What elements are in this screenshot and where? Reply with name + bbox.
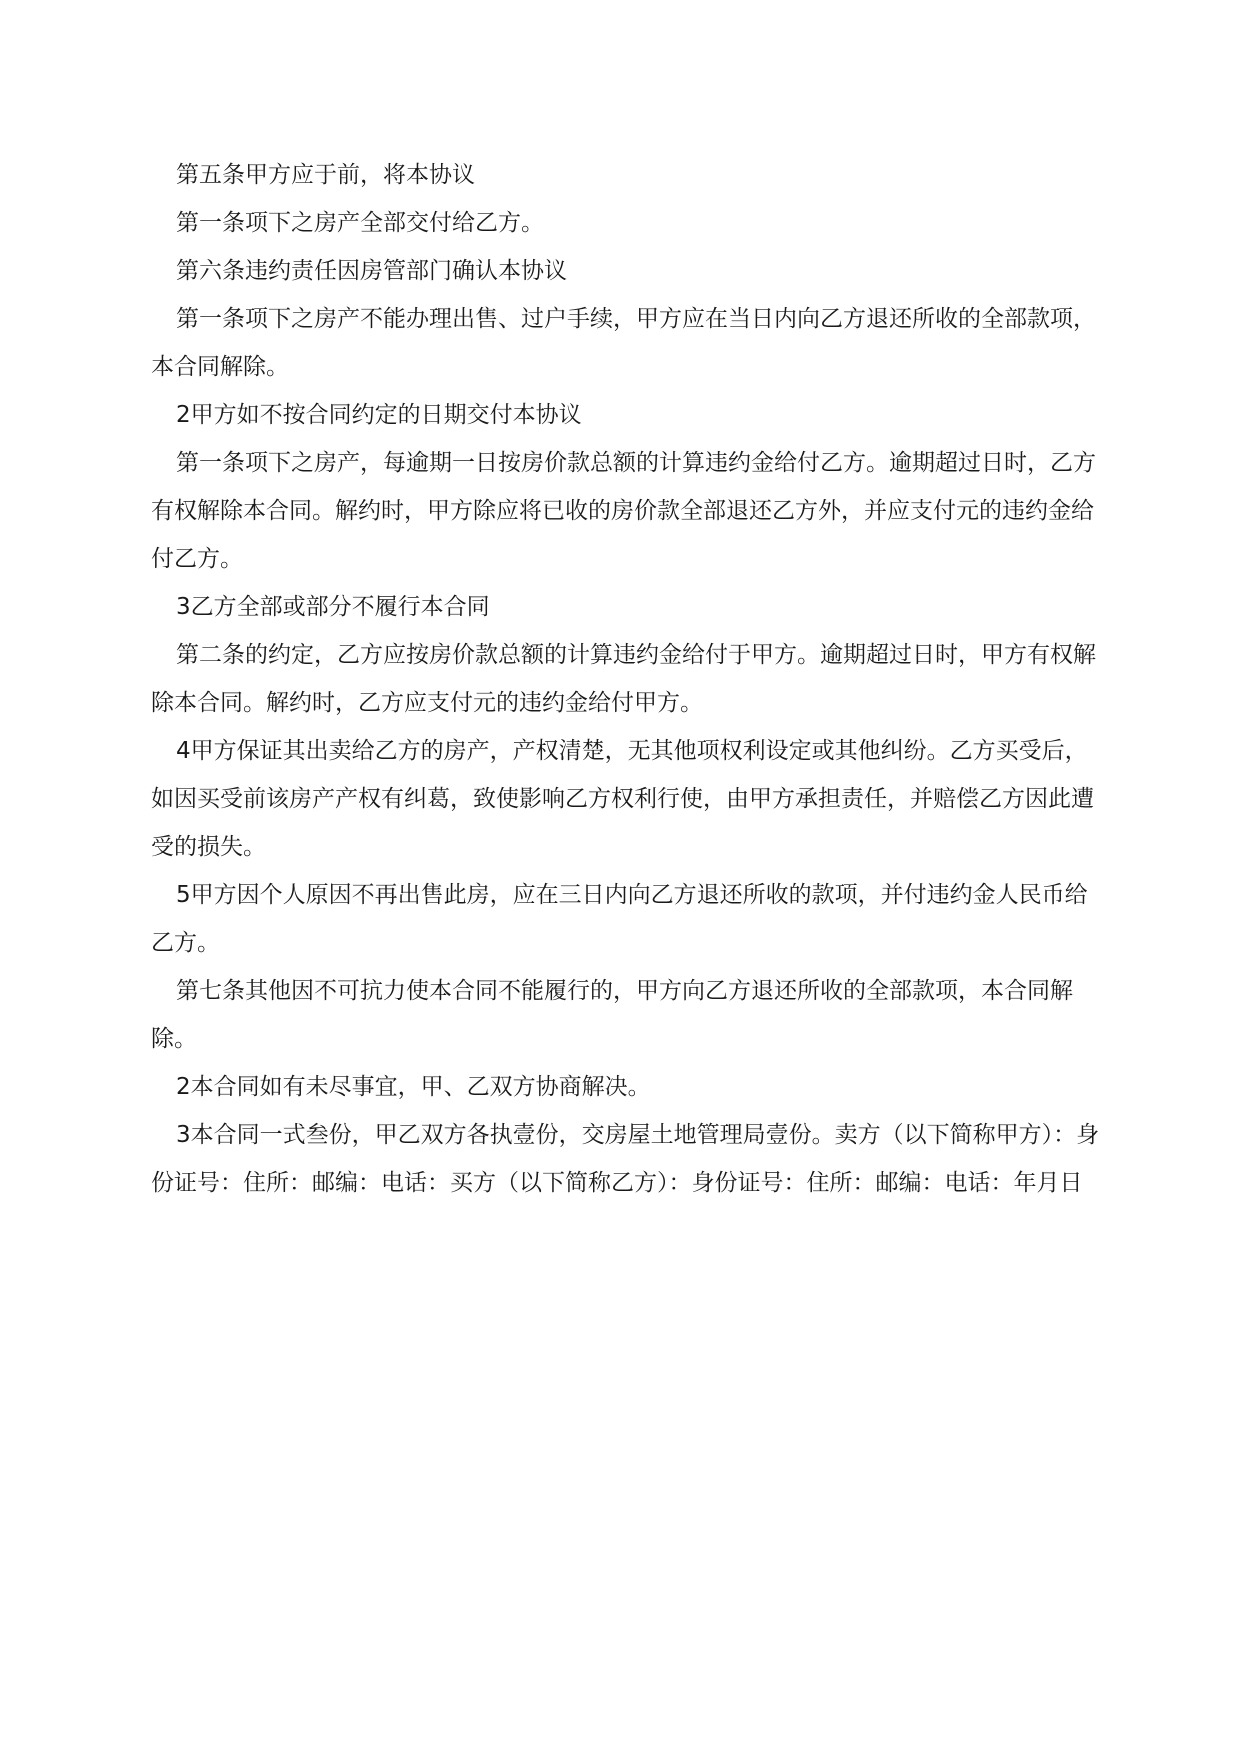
paragraph-article6-clause2: 第一条项下之房产，每逾期一日按房价款总额的计算违约金给付乙方。逾期超过日时，乙方有权解除本合同。解约时，甲方除应将已收的房价款全部退还乙方外，并应支付元的违约金给付乙方。 xyxy=(151,450,1096,572)
paragraph-article7: 第七条其他因不可抗力使本合同不能履行的，甲方向乙方退还所收的全部款项，本合同解除。 xyxy=(151,978,1073,1052)
paragraph-article6-clause2-heading: 2甲方如不按合同约定的日期交付本协议 xyxy=(176,402,582,428)
paragraph-article6-clause1: 第一条项下之房产不能办理出售、过户手续，甲方应在当日内向乙方退还所收的全部款项，本合同解除。 xyxy=(151,306,1096,380)
paragraph-article6-clause5: 5甲方因个人原因不再出售此房，应在三日内向乙方退还所收的款项，并付违约金人民币给乙方。 xyxy=(151,882,1088,956)
paragraph-article6-heading: 第六条违约责任因房管部门确认本协议 xyxy=(176,258,567,284)
paragraph-article7-clause3-signatures: 3本合同一式叁份，甲乙双方各执壹份，交房屋土地管理局壹份。卖方（以下简称甲方）：身份证号：住所：邮编：电话：买方（以下简称乙方）：身份证号：住所：邮编：电话：年月日 xyxy=(151,1122,1100,1196)
paragraph-article6-clause3-heading: 3乙方全部或部分不履行本合同 xyxy=(176,594,490,620)
paragraph-article6-clause4: 4甲方保证其出卖给乙方的房产，产权清楚，无其他项权利设定或其他纠纷。乙方买受后，如因买受前该房产产权有纠葛，致使影响乙方权利行使，由甲方承担责任，并赔偿乙方因此遭受的损失。 xyxy=(151,738,1094,860)
paragraph-article7-clause2: 2本合同如有未尽事宜，甲、乙双方协商解决。 xyxy=(176,1074,651,1100)
paragraph-article5: 第五条甲方应于前，将本协议 xyxy=(176,162,475,188)
paragraph-delivery: 第一条项下之房产全部交付给乙方。 xyxy=(176,210,544,236)
paragraph-article6-clause3: 第二条的约定，乙方应按房价款总额的计算违约金给付于甲方。逾期超过日时，甲方有权解除本合同。解约时，乙方应支付元的违约金给付甲方。 xyxy=(151,642,1096,716)
